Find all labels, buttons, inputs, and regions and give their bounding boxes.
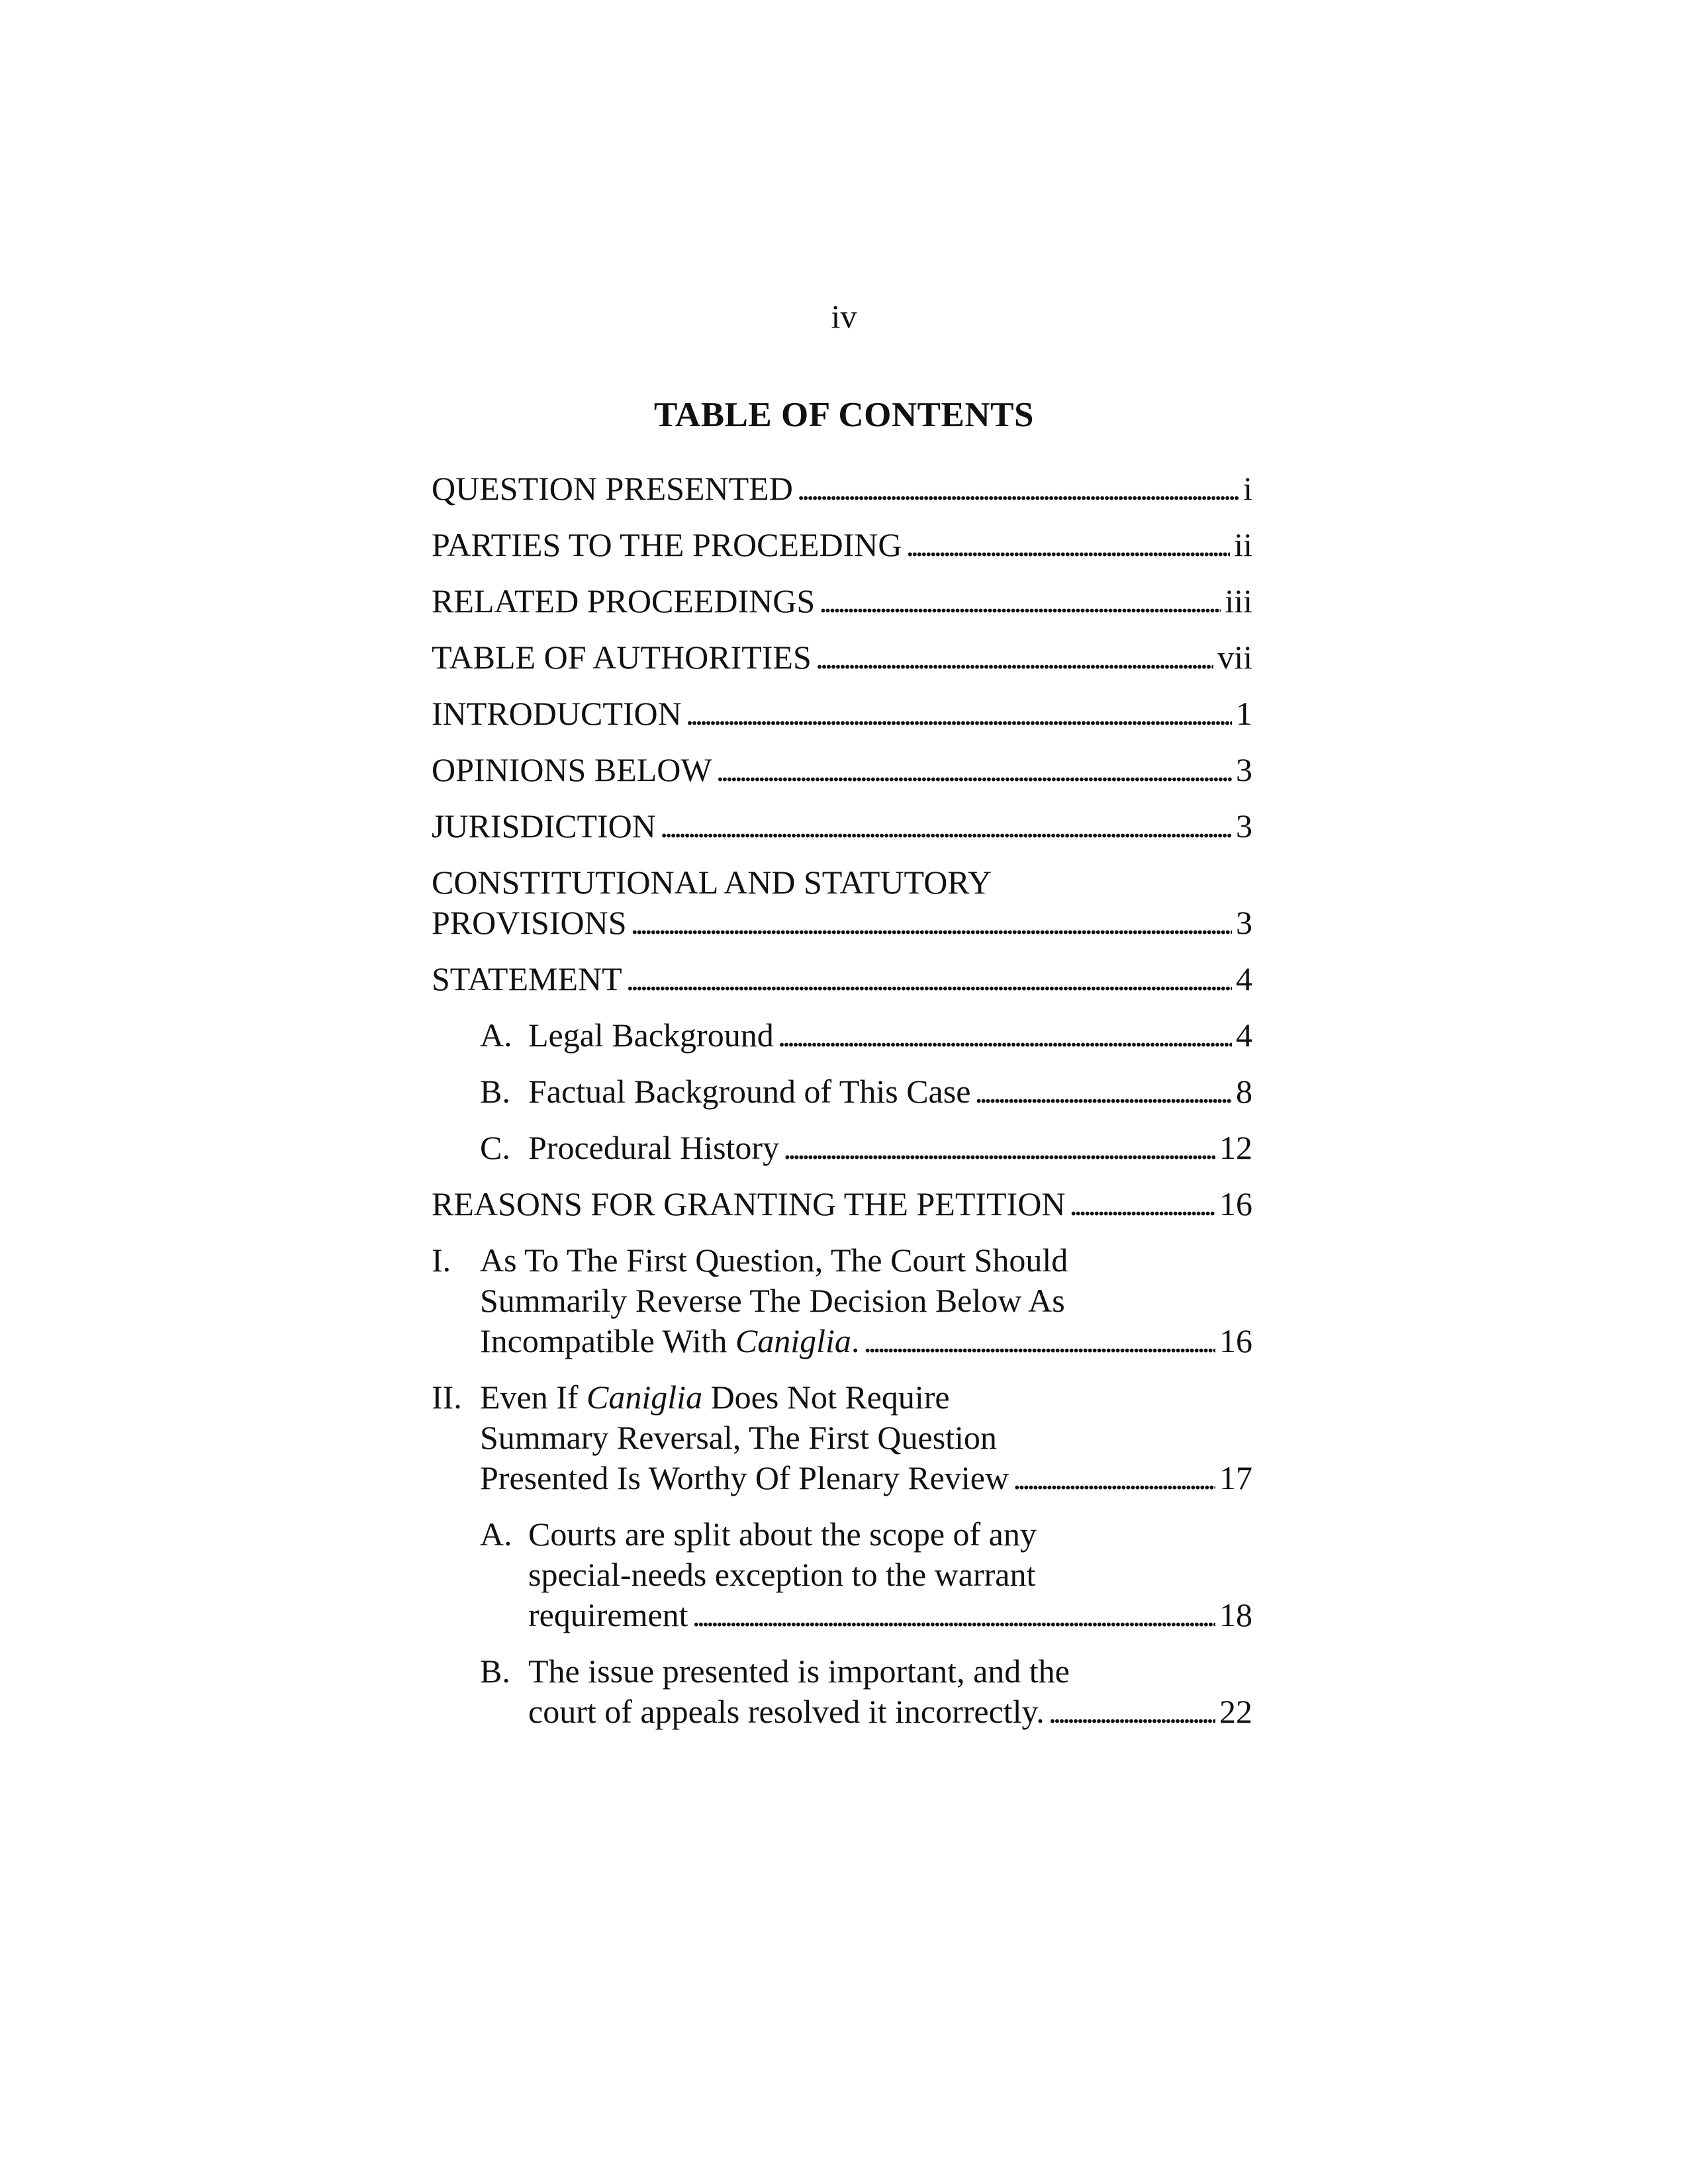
toc-entry-question-presented[interactable] xyxy=(432,469,1252,509)
toc-text-segment: Incompatible With xyxy=(480,1322,735,1359)
dot-leader xyxy=(1049,1692,1215,1732)
dot-leader xyxy=(1069,1184,1215,1224)
toc-page-number: i xyxy=(1243,470,1252,507)
toc-entry-jurisdiction[interactable] xyxy=(432,806,1252,846)
toc-entry-text-line: requirement xyxy=(528,1596,688,1633)
toc-entry-marker: C. xyxy=(480,1129,510,1166)
toc-entry-text-line: Summarily Reverse The Decision Below As xyxy=(480,1282,1065,1319)
toc-entry-statement[interactable] xyxy=(432,959,1252,999)
toc-entry-text-line xyxy=(480,1321,859,1361)
dot-leader xyxy=(692,1595,1215,1635)
dot-leader xyxy=(686,694,1232,734)
toc-entry-text-line: CONSTITUTIONAL AND STATUTORY xyxy=(432,864,992,901)
toc-page-number: 8 xyxy=(1236,1073,1252,1110)
toc-page-number: 22 xyxy=(1219,1693,1252,1730)
dot-leader xyxy=(631,903,1232,943)
toc-entry-text-line: Summary Reversal, The First Question xyxy=(480,1419,997,1456)
toc-entry-text: Legal Background xyxy=(528,1017,774,1054)
toc-entry-text: PARTIES TO THE PROCEEDING xyxy=(432,526,902,563)
dot-leader xyxy=(660,806,1232,846)
dot-leader xyxy=(1013,1458,1215,1498)
toc-entry-text: STATEMENT xyxy=(432,960,622,997)
toc-entry-marker: II. xyxy=(432,1379,462,1416)
toc-page-number: 12 xyxy=(1219,1129,1252,1166)
toc-entry-text-line: The issue presented is important, and the xyxy=(528,1653,1070,1690)
dot-leader xyxy=(778,1015,1232,1056)
toc-page-number: 4 xyxy=(1236,1017,1252,1054)
dot-leader xyxy=(797,469,1239,509)
toc-entry-text-line xyxy=(480,1377,1252,1418)
toc-entry-section-i[interactable] xyxy=(432,1240,1252,1361)
toc-entry-text-line: special-needs exception to the warrant xyxy=(528,1556,1036,1593)
toc-page-number: 16 xyxy=(1219,1322,1252,1359)
dot-leader xyxy=(819,581,1221,621)
toc-entry-text-line: Presented Is Worthy Of Plenary Review xyxy=(480,1459,1009,1496)
toc-page-number: ii xyxy=(1234,526,1252,563)
toc-entry-text: QUESTION PRESENTED xyxy=(432,470,793,507)
toc-entry-text-line: PROVISIONS xyxy=(432,904,627,941)
dot-leader xyxy=(626,959,1232,999)
toc-page-number: 16 xyxy=(1219,1185,1252,1222)
toc-entry-marker: A. xyxy=(480,1017,512,1054)
dot-leader xyxy=(783,1128,1215,1168)
toc-entry-section-ii[interactable] xyxy=(432,1377,1252,1498)
toc-entry-courts-are-split[interactable] xyxy=(432,1514,1252,1635)
case-name-italic: Caniglia xyxy=(586,1379,703,1416)
toc-page-number: 18 xyxy=(1219,1596,1252,1633)
dot-leader xyxy=(863,1321,1215,1361)
page-number: iv xyxy=(831,298,857,335)
toc-entry-procedural-history[interactable] xyxy=(432,1128,1252,1168)
case-name-italic: Caniglia xyxy=(735,1322,851,1359)
toc-text-segment: Even If xyxy=(480,1379,587,1416)
toc-entry-table-of-authorities[interactable] xyxy=(432,637,1252,678)
dot-leader xyxy=(906,525,1231,565)
toc-entry-text-line: court of appeals resolved it incorrectly. xyxy=(528,1693,1045,1730)
toc-entry-text: TABLE OF AUTHORITIES xyxy=(432,639,812,676)
toc-page-number: iii xyxy=(1225,582,1252,619)
toc-entry-marker: I. xyxy=(432,1242,451,1279)
toc-entry-text: RELATED PROCEEDINGS xyxy=(432,582,816,619)
toc-entry-introduction[interactable] xyxy=(432,694,1252,734)
toc-page-number: 3 xyxy=(1236,751,1252,788)
toc-entry-related-proceedings[interactable] xyxy=(432,581,1252,621)
toc-entry-text-line: As To The First Question, The Court Should xyxy=(480,1242,1068,1279)
toc-entry-opinions-below[interactable] xyxy=(432,750,1252,790)
toc-text-segment: . xyxy=(851,1322,860,1359)
toc-entry-marker: B. xyxy=(480,1653,510,1690)
toc-page-number: 4 xyxy=(1236,960,1252,997)
toc-entry-constitutional-provisions[interactable] xyxy=(432,862,1252,943)
toc-entry-reasons-for-granting[interactable] xyxy=(432,1184,1252,1224)
toc-entry-text: Procedural History xyxy=(528,1129,780,1166)
toc-entry-text: INTRODUCTION xyxy=(432,695,682,732)
toc-entry-text: JURISDICTION xyxy=(432,807,656,844)
toc-page-number: 3 xyxy=(1236,904,1252,941)
dot-leader xyxy=(974,1071,1232,1112)
toc-page-number: 3 xyxy=(1236,807,1252,844)
table-of-contents xyxy=(432,469,1252,1748)
page-title: TABLE OF CONTENTS xyxy=(654,396,1034,434)
toc-entry-issue-presented-important[interactable] xyxy=(432,1651,1252,1732)
toc-entry-text-line: Courts are split about the scope of any xyxy=(528,1516,1037,1553)
toc-entry-text: OPINIONS BELOW xyxy=(432,751,712,788)
toc-text-segment: Does Not Require xyxy=(702,1379,950,1416)
toc-entry-legal-background[interactable] xyxy=(432,1015,1252,1056)
toc-entry-factual-background[interactable] xyxy=(432,1071,1252,1112)
toc-entry-text: REASONS FOR GRANTING THE PETITION xyxy=(432,1185,1066,1222)
toc-entry-parties[interactable] xyxy=(432,525,1252,565)
toc-entry-text: Factual Background of This Case xyxy=(528,1073,971,1110)
dot-leader xyxy=(716,750,1232,790)
toc-entry-marker: A. xyxy=(480,1516,512,1553)
dot-leader xyxy=(816,637,1213,678)
toc-entry-marker: B. xyxy=(480,1073,510,1110)
toc-page-number: 1 xyxy=(1236,695,1252,732)
toc-page-number: vii xyxy=(1217,639,1252,676)
toc-page-number: 17 xyxy=(1219,1459,1252,1496)
